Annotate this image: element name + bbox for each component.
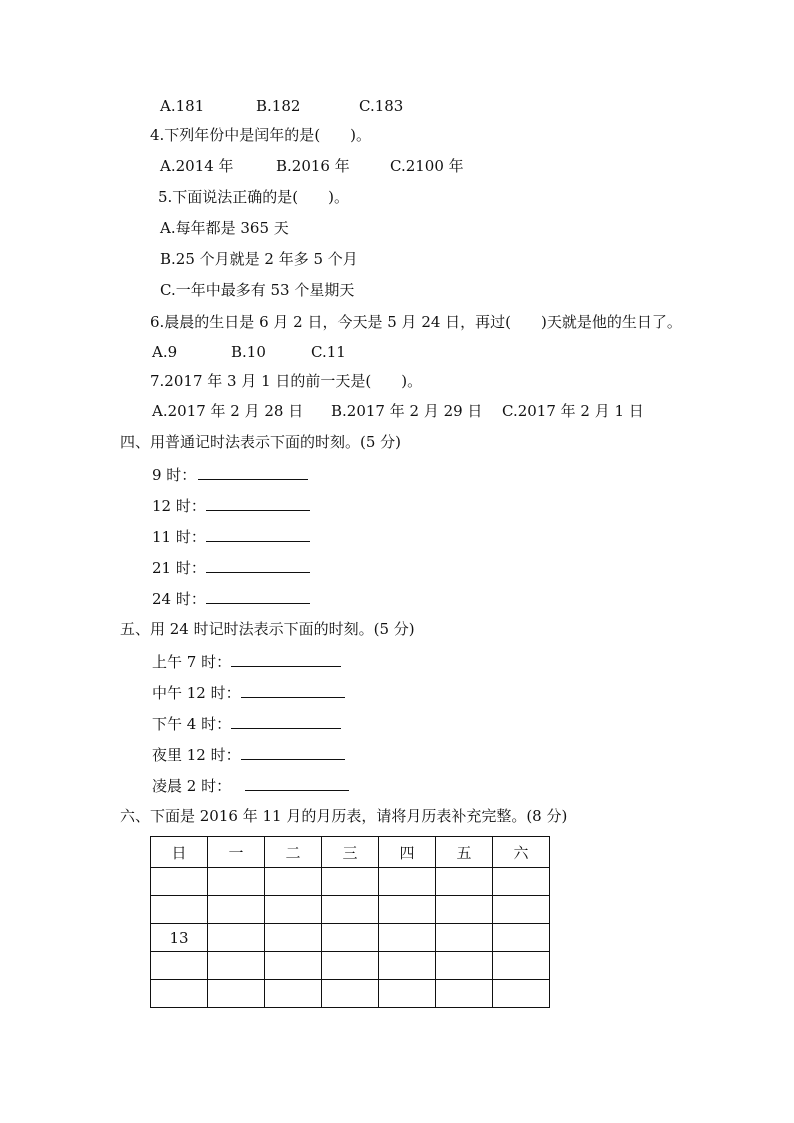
section4-item: 9 时： bbox=[152, 464, 308, 485]
section5-item: 夜里 12 时： bbox=[152, 744, 345, 765]
section5-heading: 五、用 24 时记时法表示下面的时刻。(5 分) bbox=[120, 620, 415, 638]
calendar-cell[interactable] bbox=[151, 896, 208, 924]
q6-stem: 6.晨晨的生日是 6 月 2 日，今天是 5 月 24 日，再过( )天就是他的生日了。 bbox=[150, 313, 682, 331]
calendar-cell[interactable] bbox=[208, 980, 265, 1008]
weekday-mon: 一 bbox=[208, 837, 265, 868]
calendar-cell[interactable] bbox=[265, 924, 322, 952]
calendar-cell[interactable] bbox=[379, 868, 436, 896]
calendar-cell[interactable] bbox=[436, 952, 493, 980]
answer-blank[interactable] bbox=[241, 744, 345, 760]
weekday-tue: 二 bbox=[265, 837, 322, 868]
calendar-cell[interactable] bbox=[265, 952, 322, 980]
calendar-cell[interactable] bbox=[151, 980, 208, 1008]
weekday-wed: 三 bbox=[322, 837, 379, 868]
calendar-header-row bbox=[151, 837, 550, 868]
calendar-cell[interactable] bbox=[493, 980, 550, 1008]
calendar-cell[interactable] bbox=[151, 868, 208, 896]
calendar-cell[interactable] bbox=[322, 980, 379, 1008]
calendar-cell[interactable] bbox=[379, 924, 436, 952]
calendar-table bbox=[150, 836, 550, 1008]
calendar-cell[interactable] bbox=[379, 980, 436, 1008]
q5-option-a: A.每年都是 365 天 bbox=[160, 219, 289, 237]
q3-option-b: B.182 bbox=[256, 97, 301, 115]
q6-option-b: B.10 bbox=[231, 343, 266, 361]
calendar-cell[interactable] bbox=[151, 952, 208, 980]
calendar-cell[interactable] bbox=[208, 952, 265, 980]
calendar-cell[interactable] bbox=[265, 868, 322, 896]
calendar-cell[interactable] bbox=[493, 896, 550, 924]
calendar-cell[interactable] bbox=[322, 868, 379, 896]
section4-item: 11 时： bbox=[152, 526, 310, 547]
answer-blank[interactable] bbox=[231, 651, 341, 667]
answer-blank[interactable] bbox=[206, 557, 310, 573]
q6-option-c: C.11 bbox=[311, 343, 346, 361]
answer-blank[interactable] bbox=[231, 713, 341, 729]
q3-option-a: A.181 bbox=[160, 97, 205, 115]
q4-option-a: A.2014 年 bbox=[160, 157, 234, 175]
q6-option-a: A.9 bbox=[152, 343, 178, 361]
q4-stem: 4.下列年份中是闰年的是( )。 bbox=[150, 126, 372, 144]
q5-stem: 5.下面说法正确的是( )。 bbox=[158, 188, 350, 206]
section4-item: 24 时： bbox=[152, 588, 310, 609]
q4-option-c: C.2100 年 bbox=[390, 157, 464, 175]
calendar-cell[interactable] bbox=[379, 952, 436, 980]
q5-option-c: C.一年中最多有 53 个星期天 bbox=[160, 281, 355, 299]
q7-option-c: C.2017 年 2 月 1 日 bbox=[502, 402, 644, 420]
q7-option-a: A.2017 年 2 月 28 日 bbox=[152, 402, 304, 420]
q7-stem: 7.2017 年 3 月 1 日的前一天是( )。 bbox=[150, 372, 423, 390]
calendar-cell[interactable]: 13 bbox=[151, 924, 208, 952]
q4-option-b: B.2016 年 bbox=[276, 157, 350, 175]
calendar-cell[interactable] bbox=[208, 868, 265, 896]
section4-item: 12 时： bbox=[152, 495, 310, 516]
calendar-cell[interactable] bbox=[322, 952, 379, 980]
calendar-row bbox=[151, 980, 550, 1008]
calendar-cell[interactable] bbox=[265, 980, 322, 1008]
section5-item: 下午 4 时： bbox=[152, 713, 341, 734]
calendar-row bbox=[151, 868, 550, 896]
calendar-row bbox=[151, 896, 550, 924]
q5-option-b: B.25 个月就是 2 年多 5 个月 bbox=[160, 250, 358, 268]
section5-item: 凌晨 2 时： bbox=[152, 775, 349, 796]
calendar-cell[interactable] bbox=[436, 980, 493, 1008]
calendar-cell[interactable] bbox=[493, 924, 550, 952]
answer-blank[interactable] bbox=[245, 775, 349, 791]
weekday-sun: 日 bbox=[151, 837, 208, 868]
answer-blank[interactable] bbox=[241, 682, 345, 698]
weekday-sat: 六 bbox=[493, 837, 550, 868]
calendar-row bbox=[151, 952, 550, 980]
calendar-cell[interactable] bbox=[436, 868, 493, 896]
section4-heading: 四、用普通记时法表示下面的时刻。(5 分) bbox=[120, 433, 402, 451]
answer-blank[interactable] bbox=[206, 588, 310, 604]
section4-item: 21 时： bbox=[152, 557, 310, 578]
calendar-cell[interactable] bbox=[265, 896, 322, 924]
answer-blank[interactable] bbox=[206, 526, 310, 542]
calendar-cell[interactable] bbox=[493, 868, 550, 896]
calendar-cell[interactable] bbox=[436, 896, 493, 924]
calendar-row bbox=[151, 924, 550, 952]
calendar-cell[interactable] bbox=[208, 896, 265, 924]
q3-option-c: C.183 bbox=[359, 97, 404, 115]
section5-item: 中午 12 时： bbox=[152, 682, 345, 703]
section6-heading: 六、下面是 2016 年 11 月的月历表，请将月历表补充完整。(8 分) bbox=[120, 807, 568, 825]
answer-blank[interactable] bbox=[198, 464, 308, 480]
calendar-cell[interactable] bbox=[436, 924, 493, 952]
weekday-fri: 五 bbox=[436, 837, 493, 868]
section5-item: 上午 7 时： bbox=[152, 651, 341, 672]
calendar-cell[interactable] bbox=[322, 924, 379, 952]
weekday-thu: 四 bbox=[379, 837, 436, 868]
calendar-cell[interactable] bbox=[208, 924, 265, 952]
calendar-cell[interactable] bbox=[322, 896, 379, 924]
answer-blank[interactable] bbox=[206, 495, 310, 511]
calendar-cell[interactable] bbox=[493, 952, 550, 980]
calendar-cell[interactable] bbox=[379, 896, 436, 924]
q7-option-b: B.2017 年 2 月 29 日 bbox=[331, 402, 483, 420]
